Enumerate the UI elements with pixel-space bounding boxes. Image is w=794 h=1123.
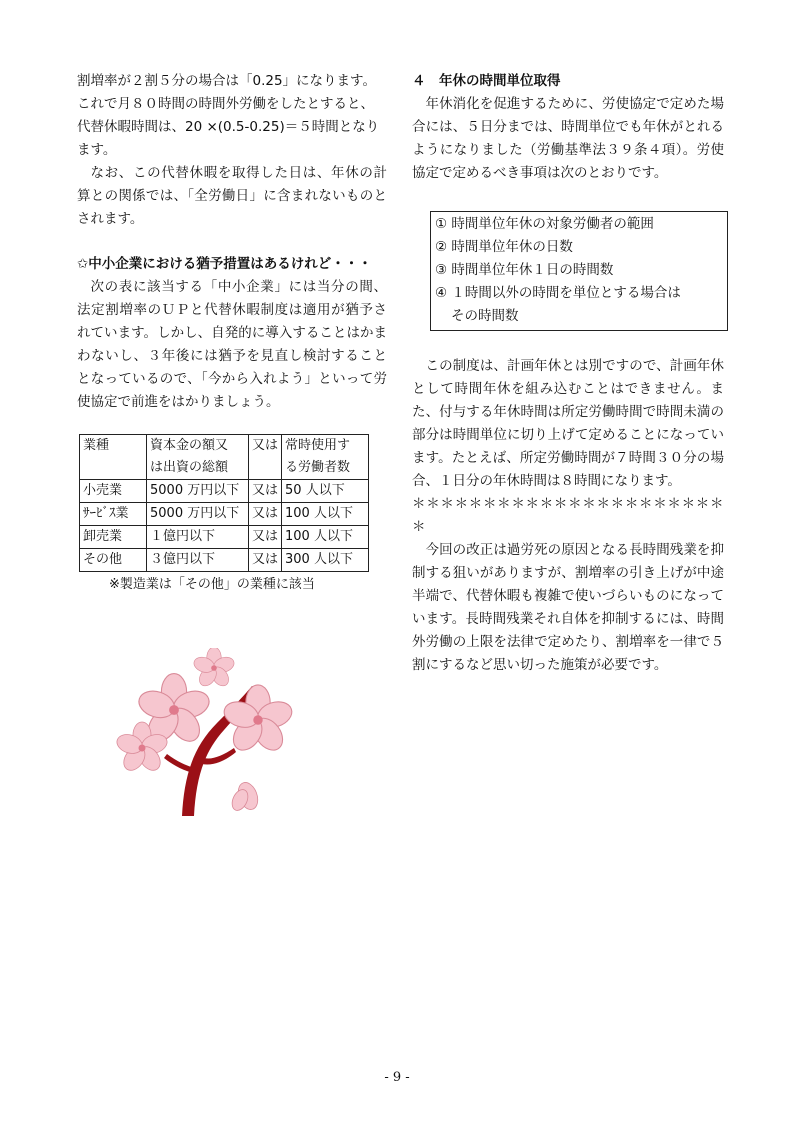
header-or: 又は	[249, 435, 282, 480]
cell-employees: 100 人以下	[282, 526, 369, 549]
cell-industry: 卸売業	[80, 526, 147, 549]
header-employees: 常時使用す る労働者数	[282, 435, 369, 480]
list-item: ④ １時間以外の時間を単位とする場合は	[435, 285, 681, 301]
sme-definition-table	[79, 434, 369, 572]
cell-industry: ｻｰﾋﾞｽ業	[80, 503, 147, 526]
para-sme-grace: 次の表に該当する「中小企業」には当分の間、法定割増率のＵＰと代替休暇制度は適用が猶予されています。しかし、自発的に導入することはかまわないし、３年後には猶予を見直し検討することとなっているので、「今から入れよう」といって労使協定で前進をはかりましょう。	[77, 279, 387, 410]
cell-employees: 50 人以下	[282, 480, 369, 503]
agreement-items-box	[430, 211, 728, 331]
list-item: ③ 時間単位年休１日の時間数	[435, 262, 614, 278]
cell-capital: 5000 万円以下	[147, 480, 249, 503]
cell-employees: 100 人以下	[282, 503, 369, 526]
list-item: ① 時間単位年休の対象労働者の範囲	[435, 216, 654, 232]
para-premium-rate-line1: 割増率が２割５分の場合は「0.25」になります。	[77, 73, 376, 89]
list-item: ② 時間単位年休の日数	[435, 239, 573, 255]
right-column	[412, 70, 724, 677]
header-capital: 資本金の額又 は出資の総額	[147, 435, 249, 480]
para-reform-critique: 今回の改正は過労死の原因となる長時間残業を抑制する狙いがありますが、割増率の引き上げが中途半端で、代替休暇も複雑で使いづらいものになっています。長時間残業それ自体を抑制するには、時間外労働の上限を法律で定めたり、割増率を一律で５割にするなど思い切った施策が必要です。	[412, 542, 724, 673]
table-row	[80, 526, 369, 549]
para-substitute-leave-note: なお、この代替休暇を取得した日は、年休の計算との関係では、「全労働日」に含まれないものとされます。	[77, 165, 387, 227]
cell-or: 又は	[249, 503, 282, 526]
page-number: - 9 -	[384, 1070, 410, 1085]
cell-or: 又は	[249, 480, 282, 503]
list-item-continuation: その時間数	[451, 308, 519, 324]
separator-stars: ＊＊＊＊＊＊＊＊＊＊＊＊＊＊＊＊＊＊＊＊＊＊＊	[412, 496, 724, 535]
table-header-row	[80, 435, 369, 480]
cell-industry: 小売業	[80, 480, 147, 503]
table-row	[80, 480, 369, 503]
para-premium-rate-line3: 代替休暇時間は、20 ×(0.5-0.25)＝５時間となり	[77, 119, 380, 135]
heading-sme-grace: ✩中小企業における猶予措置はあるけれど・・・	[77, 256, 372, 272]
cell-or: 又は	[249, 526, 282, 549]
heading-hourly-leave: ４ 年休の時間単位取得	[412, 73, 561, 89]
para-premium-rate-line4: ます。	[77, 142, 117, 158]
cherry-blossom-illustration	[112, 648, 302, 823]
left-column	[77, 70, 387, 596]
table-note: ※製造業は「その他」の業種に該当	[109, 577, 315, 592]
para-premium-rate-line2: これで月８０時間の時間外労働をしたとすると、	[77, 96, 374, 112]
para-hourly-leave-intro: 年休消化を促進するために、労使協定で定めた場合には、５日分までは、時間単位でも年休がとれるようになりました（労働基準法３９条４項）。労使協定で定めるべき事項は次のとおりです。	[412, 96, 724, 181]
cell-or: 又は	[249, 549, 282, 572]
cell-capital: 5000 万円以下	[147, 503, 249, 526]
table-row	[80, 549, 369, 572]
cell-employees: 300 人以下	[282, 549, 369, 572]
header-industry: 業種	[80, 435, 147, 480]
cell-capital: ３億円以下	[147, 549, 249, 572]
table-row	[80, 503, 369, 526]
cell-industry: その他	[80, 549, 147, 572]
para-planned-leave: この制度は、計画年休とは別ですので、計画年休として時間年休を組み込むことはできません。また、付与する年休時間は所定労働時間で時間未満の部分は時間単位に切り上げて定めることになっています。たとえば、所定労働時間が７時間３０分の場合、１日分の年休時間は８時間になります。	[412, 358, 724, 489]
cell-capital: １億円以下	[147, 526, 249, 549]
